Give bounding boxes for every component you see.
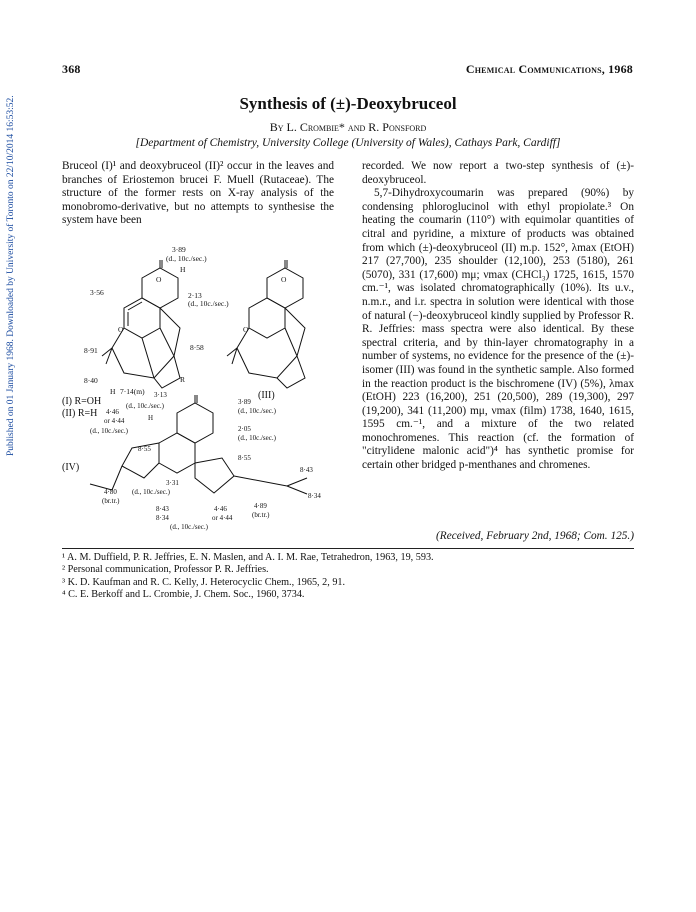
shift-label: 2·13 — [188, 291, 202, 300]
shift-label: 8·43 — [300, 466, 313, 474]
shift-label: 8·58 — [190, 343, 204, 352]
shift-label: 3·31 — [166, 479, 179, 487]
page-number: 368 — [62, 62, 81, 76]
shift-label: 8·40 — [84, 376, 98, 385]
shift-label: (d., 10c./sec.) — [238, 434, 276, 442]
references — [62, 552, 634, 602]
shift-label: (br.tr.) — [252, 511, 270, 519]
atom-label: O — [243, 325, 249, 334]
shift-label: 3·89 — [238, 398, 251, 406]
pyranone-ring-right — [267, 268, 303, 308]
shift-label: (d., 10c./sec.) — [188, 299, 229, 308]
article-affiliation: [Department of Chemistry, University College (University of Wales), Cathays Park, Cardiff] — [135, 137, 561, 149]
atom-label: O — [281, 275, 287, 284]
shift-label: 3·13 — [154, 391, 167, 399]
shift-label: 8·34 — [308, 492, 321, 500]
shift-label: or 4·44 — [104, 417, 125, 425]
pyranone-ring-bottom — [177, 403, 213, 443]
shift-label: 8·34 — [156, 514, 169, 522]
atom-label: H — [110, 387, 116, 396]
shift-label: or 4·44 — [212, 514, 233, 522]
shift-label: 8·43 — [156, 505, 169, 513]
shift-label: (d., 10c./sec.) — [166, 254, 207, 263]
received-note: (Received, February 2nd, 1968; Com. 125.) — [436, 530, 634, 542]
shift-label: 2·05 — [238, 425, 251, 433]
compound-IV-label: (IV) — [62, 462, 80, 473]
aromatic-ring-right — [249, 298, 285, 338]
left-column — [62, 160, 334, 228]
aromatic-ring-top — [124, 298, 160, 338]
atom-label: H — [148, 414, 154, 422]
pyranone-ring-top — [142, 268, 178, 308]
journal-name: Chemical Communications, 1968 — [465, 62, 633, 76]
shift-label: (d., 10c./sec.) — [238, 407, 276, 415]
shift-label: 4·80 — [104, 488, 117, 496]
shift-label: 7·14(m) — [120, 387, 145, 396]
right-paragraph-2: 5,7-Dihydroxycoumarin was prepared (90%) by condensing phloroglucinol with ethyl propiolate.³ On heating the coumarin (110°) with equimolar quantities of citral and pyridine, a mixture of products was obtained from which (±)-deoxybruceol (II) m.p. 152°, λmax (EtOH) 217 (27,700), 235 shoulder (12,100), 253 (5180), 261 (5070), 331 (17,600) mμ; νmax (CHCl₃) 1725, 1615, 1570 cm.⁻¹, was isolated chromatographically (10%). Its u.v., n.m.r., and i.r. spectra in solution were identical with those of natural (−)-deoxybruceol kindly supplied by Professor R. R. Jeffries: mass spectra were also identical. By these spectral criteria, and by thin-layer chromatography in a number of systems, no evidence for the presence of the (±)-isomer (III) was found in the synthetic sample. Also formed in the reaction product is the bischromene (IV) (5%), λmax (EtOH) 223 (16,200), 251 (20,500), 289 (19,300), 297 (19,200), 341 (11,200) mμ, νmax (film) 1738, 1640, 1615, 1595 cm.⁻¹, and a mixture of the two related monochromenes. This reaction (cf. the formation of "citrylidene malonic acid")⁴ has synthetic promise for certain other bridged p-menthanes and chromenes. — [362, 187, 634, 472]
shift-label: 4·46 — [214, 505, 227, 513]
compound-III-label: (III) — [258, 390, 275, 401]
chromene-ring-right — [195, 458, 234, 493]
shift-label: (br.tr.) — [102, 497, 120, 505]
atom-label: O — [156, 275, 162, 284]
footnote-rule — [62, 548, 634, 549]
structures-figure — [62, 238, 336, 540]
aromatic-ring-bottom — [159, 433, 195, 473]
atom-label: R — [180, 375, 186, 384]
intro-paragraph: Bruceol (I)¹ and deoxybruceol (II)² occur in the leaves and branches of Eriostemon brucei F. Muell (Rutaceae). The structure of the former rests on X-ray analysis of the monobromo-derivative, but no attempts to synthesise the system have been — [62, 160, 334, 227]
right-column — [362, 160, 634, 473]
article-title: Synthesis of (±)-Deoxybruceol — [239, 94, 457, 113]
shift-label: (d., 10c./sec.) — [126, 402, 164, 410]
compound-I-label: (I) R=OH — [62, 396, 102, 407]
reference-3: ³ K. D. Kaufman and R. C. Kelly, J. Heterocyclic Chem., 1965, 2, 91. — [62, 576, 346, 588]
reference-4: ⁴ C. E. Berkoff and L. Crombie, J. Chem. Soc., 1960, 3734. — [62, 589, 305, 601]
shift-label: 8·55 — [238, 454, 251, 462]
article-authors: By L. Crombie* and R. Ponsford — [269, 120, 427, 134]
shift-label: (d., 10c./sec.) — [170, 523, 208, 531]
shift-label: 3·89 — [172, 245, 186, 254]
shift-label: 4·89 — [254, 502, 267, 510]
compound-II-label: (II) R=H — [62, 408, 98, 419]
shift-label: 8·55 — [138, 445, 151, 453]
shift-label: 4·46 — [106, 408, 119, 416]
atom-label: O — [118, 325, 124, 334]
shift-label: (d., 10c./sec.) — [132, 488, 170, 496]
shift-label: (d., 10c./sec.) — [90, 427, 128, 435]
shift-label: 8·91 — [84, 346, 98, 355]
right-paragraph-1: recorded. We now report a two-step synthesis of (±)-deoxybruceol. — [362, 160, 634, 186]
download-watermark: Published on 01 January 1968. Downloaded by University of Toronto on 22/10/2014 16:53:52. — [6, 95, 16, 456]
shift-label: 3·56 — [90, 288, 104, 297]
reference-2: ² Personal communication, Professor P. R. Jeffries. — [62, 564, 269, 576]
atom-label: H — [180, 265, 186, 274]
reference-1: ¹ A. M. Duffield, P. R. Jeffries, E. N. Maslen, and A. I. M. Rae, Tetrahedron, 1963, 19, 593. — [62, 552, 434, 563]
